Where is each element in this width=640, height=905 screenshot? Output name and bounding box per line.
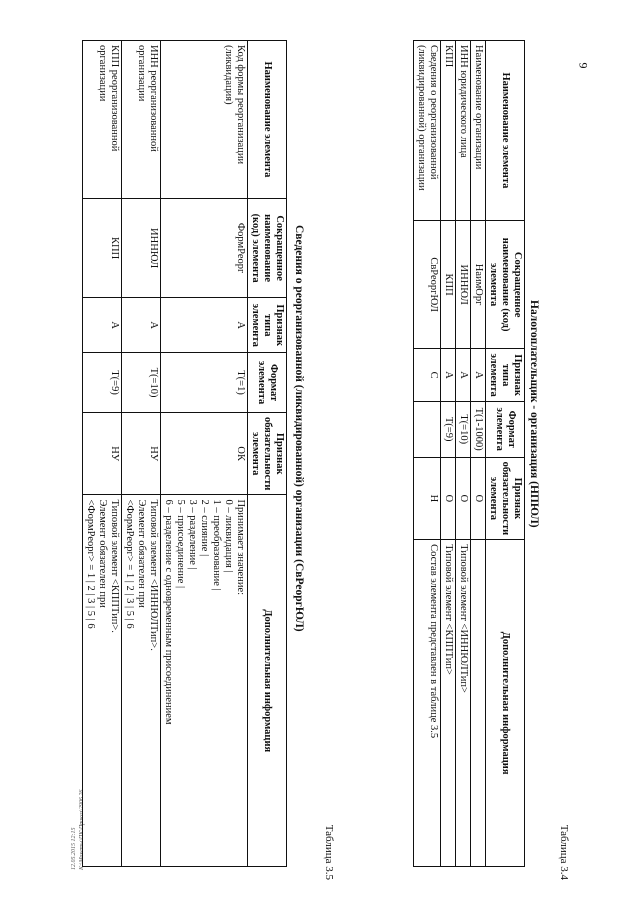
cell-type: A [161, 298, 248, 353]
page-number: 9 [576, 62, 591, 69]
rotated-page-content [5, 20, 605, 880]
cell-name: КПП [441, 41, 456, 221]
table-row [471, 41, 486, 867]
cell-name: Сведения о реорганизованной (ликвидированной) организации [414, 41, 441, 221]
cell-type: A [456, 349, 471, 401]
info-line: Элемент обязателен при [136, 499, 147, 608]
header-cell: Сокращенное наименование (код) элемента [248, 198, 287, 297]
cell-req: Н [414, 457, 441, 540]
cell-req: ОК [161, 412, 248, 495]
cell-info [471, 540, 486, 867]
table-3-4 [413, 40, 525, 867]
info-line: <ФормРеорг> = 1 | 2 | 3 | 5 | 6 [85, 499, 96, 629]
table-row [441, 41, 456, 867]
info-line: 6 – разделение с одновременным присоединением [163, 499, 174, 725]
info-line: 2 – слияние | [199, 499, 210, 557]
cell-format: T(=1) [161, 353, 248, 413]
table-row [414, 41, 441, 867]
info-line: Принимает значение: [235, 499, 246, 596]
info-line: Элемент обязателен при [97, 499, 108, 608]
header-cell: Наименование элемента [486, 41, 525, 221]
cell-format [414, 401, 441, 457]
header-cell: Формат элемента [248, 353, 287, 413]
cell-format: T(1-1000) [471, 401, 486, 457]
table-3-5-title: Сведения о реорганизованной (ликвидированной) организации (СвРеоргЮЛ) [293, 225, 305, 632]
cell-format: T(=10) [122, 353, 161, 413]
cell-req: НУ [122, 412, 161, 495]
table-3-5-number: Таблица 3.5 [323, 824, 335, 880]
table-row [122, 41, 161, 867]
header-cell: Наименование элемента [248, 41, 287, 199]
cell-name: КПП реорганизованной организации [83, 41, 122, 199]
header-cell: Дополнительная информация [486, 540, 525, 867]
cell-name: Код формы реорганизации (ликвидация) [161, 41, 248, 199]
table-header-row [248, 41, 287, 867]
cell-req: O [456, 457, 471, 540]
cell-type: A [83, 298, 122, 353]
cell-req: O [471, 457, 486, 540]
cell-code: КПП [83, 198, 122, 297]
cell-info: Типовой элемент <КППТип> [441, 540, 456, 867]
cell-req: НУ [83, 412, 122, 495]
table-3-5 [82, 40, 287, 867]
header-cell: Признак обязательности элемента [486, 457, 525, 540]
cell-info [83, 495, 122, 867]
cell-name: ИНН реорганизованной организации [122, 41, 161, 199]
info-line: Типовой элемент <ИННЮЛТип>. [148, 499, 159, 651]
cell-code: СвРеоргЮЛ [414, 220, 441, 349]
header-cell: Признак обязательности элемента [248, 412, 287, 495]
info-line: 3 – разделение | [187, 499, 198, 570]
table-row [83, 41, 122, 867]
table-3-4-title: Налогоплательщик - организация (НПЮЛ) [528, 300, 540, 528]
footer-line-1: 12.05.2015 12:15 [71, 827, 77, 870]
info-line: Типовой элемент <КППТип>. [109, 499, 120, 633]
cell-type: A [441, 349, 456, 401]
cell-format: T(=10) [456, 401, 471, 457]
cell-code: ИННЮЛ [456, 220, 471, 349]
cell-info: Типовой элемент <ИННЮЛТип> [456, 540, 471, 867]
cell-info [161, 495, 248, 867]
info-line: <ФормРеорг> = 1 | 2 | 3 | 5 | 6 [124, 499, 135, 629]
info-line: 0 – ликвидация | [223, 499, 234, 573]
table-header-row [486, 41, 525, 867]
cell-code: КПП [441, 220, 456, 349]
header-cell: Признак типа элемента [486, 349, 525, 401]
cell-info: Состав элемента представлен в таблице 3.5 [414, 540, 441, 867]
table-3-4-number: Таблица 3.4 [558, 824, 570, 880]
cell-code: ФормРеорг [161, 198, 248, 297]
cell-name: Наименование организации [471, 41, 486, 221]
header-cell: Формат элемента [486, 401, 525, 457]
cell-req: O [441, 457, 456, 540]
header-cell: Дополнительная информация [248, 495, 287, 867]
header-cell: Сокращенное наименование (код) элемента [486, 220, 525, 349]
cell-type: A [122, 298, 161, 353]
cell-format: T(=9) [441, 401, 456, 457]
header-cell: Признак типа элемента [248, 298, 287, 353]
cell-format: T(=9) [83, 353, 122, 413]
cell-type: С [414, 349, 441, 401]
footer-line-2: К:\Макеты\ПК\Приказ\2906.26 [79, 789, 85, 870]
table-row [161, 41, 248, 867]
cell-info [122, 495, 161, 867]
cell-type: A [471, 349, 486, 401]
cell-code: НаимОрг [471, 220, 486, 349]
info-line: 5 – присоединение | [175, 499, 186, 589]
table-row [456, 41, 471, 867]
info-line: 1 – преобразование | [211, 499, 222, 591]
cell-code: ИННЮЛ [122, 198, 161, 297]
cell-name: ИНН юридического лица [456, 41, 471, 221]
